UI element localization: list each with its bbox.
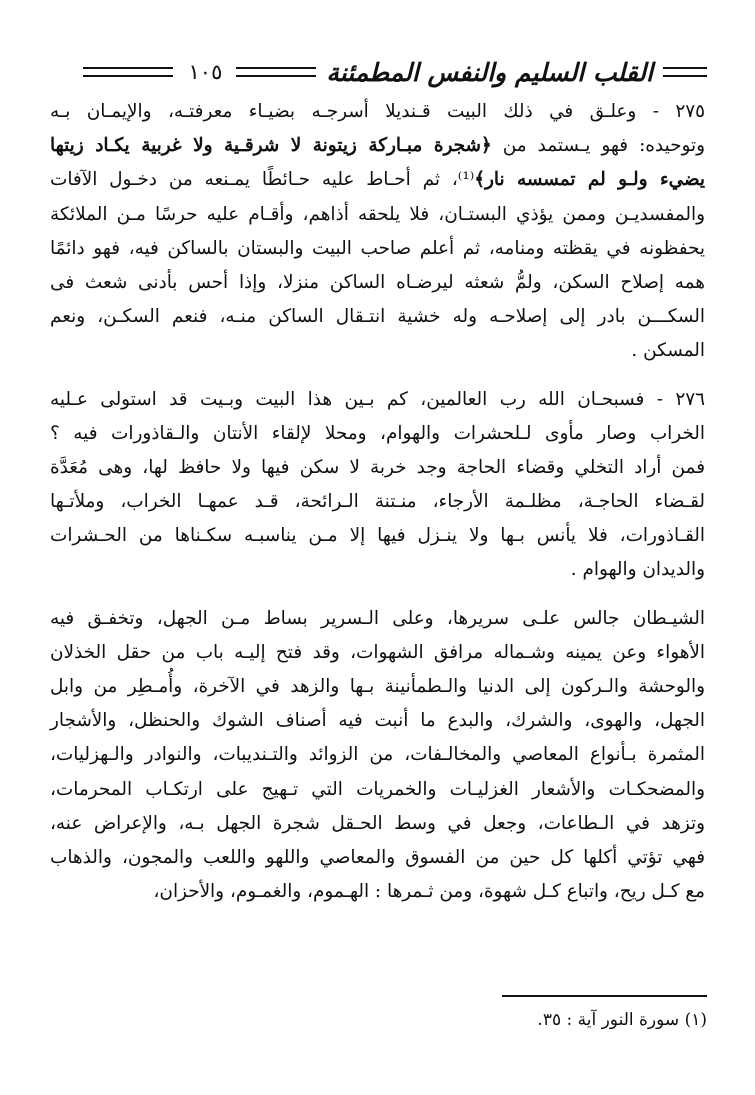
text-span: الشيـطان جالس علـى سريرها، وعلى الـسرير بساط مـن الجهل، وتخفـق فيه xyxy=(50,607,705,629)
text-line xyxy=(50,232,705,266)
text-span: والمضحكـات والأشعار الغزليـات والخمريات التي تـهيج على ارتكـاب المحرمات، xyxy=(50,778,705,800)
text-line xyxy=(50,129,705,163)
paragraph xyxy=(50,383,705,588)
text-span: المسكن . xyxy=(631,340,705,362)
footnote-separator xyxy=(502,995,707,997)
text-line xyxy=(50,704,705,738)
text-span: والديدان والهوام . xyxy=(570,559,705,581)
text-span: فمن أراد التخلي وقضاء الحاجة وجد خربة لا سكن فيها ولا حافظ لها، وهى مُعَدَّة xyxy=(50,456,705,478)
text-line xyxy=(50,95,705,129)
text-line xyxy=(50,670,705,704)
text-line xyxy=(50,841,705,875)
text-span: الخراب وصار مأوى لـلحشرات والهوام، ومحلا لإلقاء الأنتان والـقاذورات فيه ؟ xyxy=(50,422,705,444)
text-line xyxy=(50,451,705,485)
body-text xyxy=(50,95,705,923)
text-line xyxy=(50,417,705,451)
header-rule-right xyxy=(663,67,707,77)
text-line xyxy=(50,553,705,587)
footnote: (١) سورة النور آية : ٣٥. xyxy=(537,1010,707,1030)
text-span: وتزهد في الـطاعات، وجعل في وسط الحـقل شجرة الجهل بـه، والإعراض عنه، xyxy=(50,812,705,834)
text-line xyxy=(50,300,705,334)
text-span: والمفسديـن وممن يؤذي البستـان، فلا يلحقه أذاهم، وأقـام عليه حرسًا مـن الملائكة xyxy=(50,203,705,225)
running-title: القلب السليم والنفس المطمئنة xyxy=(326,57,653,87)
paragraph xyxy=(50,602,705,910)
text-line xyxy=(50,738,705,772)
text-span: القـاذورات، فلا يأنس بـها ولا ينـزل فيها إلا مـن يناسبـه سكـناها من الحـشرات xyxy=(50,525,705,547)
text-span: ٢٧٥ - وعلـق في ذلك البيت قـنديلا أسرجـه بضيـاء معرفتـه، والإيمـان بـه xyxy=(50,101,705,122)
text-span: ⁽¹⁾، ثم أحـاط عليه حـائطًا يمـنعه من دخـول الآفات xyxy=(50,169,475,191)
text-span: الأهواء وعن يمينه وشـماله مرافق الشهوات، وقد فتح إليـه باب من حقل الخذلان xyxy=(50,641,705,663)
header-rule-middle xyxy=(236,67,316,77)
text-line xyxy=(50,163,705,197)
text-span: همه إصلاح السكن، ولمُّ شعثه ليرضـاه الساكن منزلا، وإذا أحس بأدنى شعث فى xyxy=(50,271,705,293)
text-line xyxy=(50,266,705,300)
text-span: المثمرة بـأنواع المعاصي والمخالـفات، من الزوائد والتـنديبات، والنوادر والـهزليات، xyxy=(50,744,705,766)
text-span: يحفظونه في يقظته ومنامه، ثم أعلم صاحب البيت والبستان بالساكن فيه، فهو دائمًا xyxy=(50,237,705,259)
text-span: فهي تؤتي أكلها كل حين من الفسوق والمعاصي واللهو واللعب والمجون، والذهاب xyxy=(50,846,705,868)
text-span: وتوحيده: فهو يـستمد من xyxy=(491,135,706,157)
page-number: ١٠٥ xyxy=(188,60,223,84)
text-line xyxy=(50,198,705,232)
header-rule-left xyxy=(83,67,173,77)
text-span: والوحشة والـركون إلى الدنيا والـطمأنينة بـها والزهد في الآخرة، وأُمـطِر من وابل xyxy=(50,676,705,697)
text-line xyxy=(50,383,705,417)
text-span: الجهل، والهوى، والشرك، والبدع ما أنبت فيه أصناف الشوك والحنظل، والأشجار xyxy=(50,710,705,732)
text-line xyxy=(50,807,705,841)
text-line xyxy=(50,636,705,670)
quran-quote-span: يضيء ولـو لم تمسسه نار﴾ xyxy=(474,169,706,191)
text-line xyxy=(50,485,705,519)
text-span: السكـــن بادر إلى إصلاحـه وله خشية انتـقال الساكن منـه، فنعم السكـن، ونعم xyxy=(50,306,705,328)
text-line xyxy=(50,519,705,553)
quran-quote-span: ﴿شجرة مبـاركة زيتونة لا شرقـية ولا غربية يكـاد زيتها xyxy=(50,135,492,157)
page-header xyxy=(55,52,707,92)
paragraph xyxy=(50,95,705,369)
text-span: لقـضاء الحاجـة، مظلـمة الأرجاء، منـتنة الـرائحة، قـد عمهـا الخراب، وملأتـها xyxy=(50,491,705,513)
text-line xyxy=(50,773,705,807)
text-span: مع كـل ريح، واتباع كـل شهوة، ومن ثـمرها : الهـموم، والغمـوم، والأحزان، xyxy=(153,881,705,903)
text-line xyxy=(50,334,705,368)
text-line xyxy=(50,602,705,636)
text-line xyxy=(50,875,705,909)
text-span: ٢٧٦ - فسبحـان الله رب العالمين، كم بـين هذا البيت وبـيت قد استولى عـليه xyxy=(50,388,705,410)
